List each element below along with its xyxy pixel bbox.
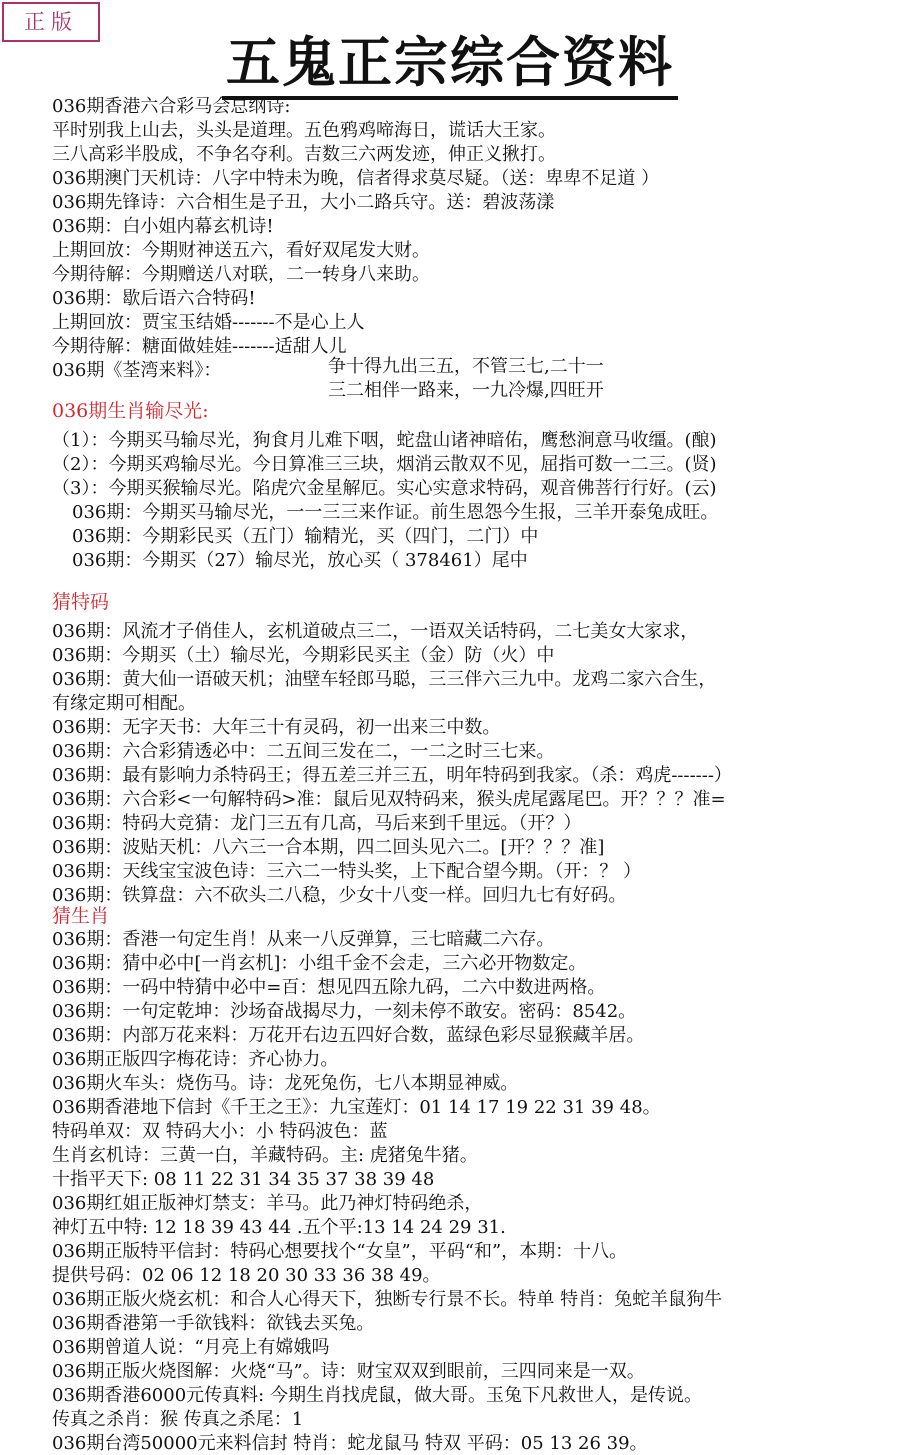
text-line: 036期：今期彩民买（五门）输精光，买（四门，二门）中 <box>72 526 539 547</box>
text-line: 今期待解：糖面做娃娃-------适甜人儿 <box>52 336 347 357</box>
text-line: 036期：铁算盘：六不砍头二八稳，少女十八变一样。回归九七有好码。 <box>52 885 627 906</box>
text-line: 036期：黄大仙一语破天机；油壁车轻郎马聪，三三伴六三九中。龙鸡二家六合生， <box>52 669 717 690</box>
text-line: 传真之杀肖：猴 传真之杀尾：1 <box>52 1409 304 1430</box>
text-line: 036期：今期买马输尽光，一一三三来作证。前生恩怨今生报，三羊开泰兔成旺。 <box>72 502 719 523</box>
text-line: （3）：今期买猴输尽光。陷虎穴金星解厄。实心实意求特码，观音佛菩行行好。(云) <box>52 478 717 499</box>
text-line: 036期台湾50000元来料信封 特肖：蛇龙鼠马 特双 平码：05 13 26 39。 <box>52 1433 648 1454</box>
text-line: 036期：最有影响力杀特码王；得五差三并三五，明年特码到我家。（杀：鸡虎-------） <box>52 765 732 786</box>
text-line: 036期：波贴天机：八六三一合本期，四二回头见六二。[开？？？准] <box>52 837 605 858</box>
text-line: 三二相伴一路来，一九冷爆,四旺开 <box>328 380 604 401</box>
text-line: 上期回放：今期财神送五六，看好双尾发大财。 <box>52 240 430 261</box>
text-line: 036期红姐正版神灯禁支：羊马。此乃神灯特码绝杀， <box>52 1193 483 1214</box>
text-line: 036期：无字天书：大年三十有灵码，初一出来三中数。 <box>52 717 501 738</box>
text-line: 036期生肖输尽光: <box>52 400 209 422</box>
text-line: 036期：一句定乾坤：沙场奋战揭尽力，一刻未停不敢安。密码：8542。 <box>52 1001 637 1022</box>
text-line: （2）：今期买鸡输尽光。今日算准三三块，烟消云散双不见，屈指可数一二三。(贤) <box>52 454 717 475</box>
text-line: 036期：特码大竞猜：龙门三五有几高，马后来到千里远。（开？） <box>52 813 582 834</box>
text-line: 有缘定期可相配。 <box>52 693 196 714</box>
text-line: 036期正版火烧玄机：和合人心得天下，独断专行景不长。特单 特肖：兔蛇羊鼠狗牛 <box>52 1289 723 1310</box>
text-line: 特码单双：双 特码大小：小 特码波色：蓝 <box>52 1121 388 1142</box>
text-line: 036期：六合彩猜透必中：二五间三发在二，一二之时三七来。 <box>52 741 555 762</box>
text-line: 生肖玄机诗：三黄一白，羊藏特码。主: 虎猪兔牛猪。 <box>52 1145 478 1166</box>
text-line: 036期正版特平信封：特码心想要找个“女皇”，平码“和”，本期：十八。 <box>52 1241 628 1262</box>
text-line: 036期：风流才子俏佳人，玄机道破点三二，一语双关话特码，二七美女大家求， <box>52 621 699 642</box>
badge-zhengban: 正版 <box>2 2 100 42</box>
text-line: 036期香港六合彩马会总纲诗: <box>52 96 291 117</box>
text-line: 036期：六合彩<一句解特码>准：鼠后见双特码来，猴头虎尾露尾巴。开？？？准= <box>52 789 726 810</box>
text-line: 036期《荃湾来料》： <box>52 360 222 381</box>
text-line: 036期：天线宝宝波色诗：三六二一特头奖，上下配合望今期。（开：？ ） <box>52 861 642 882</box>
text-line: 争十得九出三五，不管三七,二十一 <box>328 356 604 377</box>
text-line: 平时别我上山去，头头是道理。五色鸦鸡啼海日，谎话大王家。 <box>52 120 556 141</box>
text-line: 036期：今期买（27）输尽光，放心买（ 378461）尾中 <box>72 550 528 571</box>
text-line: 036期先锋诗：六合相生是子丑，大小二路兵守。送：碧波荡漾 <box>52 192 555 213</box>
text-line: 上期回放：贾宝玉结婚-------不是心上人 <box>52 312 365 333</box>
text-line: 三八高彩半股成，不争名夺利。吉数三六两发迹，伸正义揪打。 <box>52 144 556 165</box>
text-line: 036期正版四字梅花诗：齐心协力。 <box>52 1049 339 1070</box>
text-line: （1）：今期买马输尽光，狗食月儿难下咽，蛇盘山诸神暗佑，鹰愁涧意马收缰。(酿) <box>52 430 717 451</box>
text-line: 036期：歇后语六合特码! <box>52 288 256 309</box>
text-line: 036期：猜中必中[一肖玄机]：小组千金不会走，三六必开物数定。 <box>52 953 587 974</box>
text-line: 036期：一码中特猜中必中=百：想见四五除九码，二六中数进两格。 <box>52 977 606 998</box>
text-line: 036期：内部万花来料：万花开右边五四好合数，蓝绿色彩尽显猴藏羊居。 <box>52 1025 645 1046</box>
text-line: 036期火车头：烧伤马。诗：龙死兔伤，七八本期显神威。 <box>52 1073 519 1094</box>
text-line: 036期香港地下信封《千王之王》：九宝莲灯：01 14 17 19 22 31 39 48。 <box>52 1097 661 1118</box>
text-line: 036期：香港一句定生肖！从来一八反弹算，三七暗藏二六存。 <box>52 929 555 950</box>
text-line: 036期：今期买（土）输尽光，今期彩民买主（金）防（火）中 <box>52 645 555 666</box>
text-line: 今期待解：今期赠送八对联，二一转身八来助。 <box>52 264 430 285</box>
text-line: 036期曾道人说：“月亮上有嫦娥吗 <box>52 1337 330 1358</box>
text-line: 神灯五中特: 12 18 39 43 44 .五个平:13 14 24 29 31. <box>52 1217 506 1238</box>
text-line: 十指平天下: 08 11 22 31 34 35 37 38 39 48 <box>52 1169 435 1190</box>
text-line: 036期澳门天机诗：八字中特未为晚，信者得求莫尽疑。（送：卑卑不足道 ） <box>52 168 660 189</box>
text-line: 猜特码 <box>52 591 110 613</box>
text-line: 036期：白小姐内幕玄机诗! <box>52 216 274 237</box>
text-line: 036期香港第一手欲钱料：欲钱去买兔。 <box>52 1313 375 1334</box>
text-line: 猜生肖 <box>52 905 110 927</box>
text-line: 提供号码：02 06 12 18 20 30 33 36 38 49。 <box>52 1265 441 1286</box>
text-line: 036期正版火烧图解：火烧“马”。诗：财宝双双到眼前，三四同来是一双。 <box>52 1361 645 1382</box>
page-title-text: 五鬼正宗综合资料 <box>222 31 678 100</box>
text-line: 036期香港6000元传真料: 今期生肖找虎鼠，做大哥。玉兔下凡救世人，是传说。 <box>52 1385 702 1406</box>
